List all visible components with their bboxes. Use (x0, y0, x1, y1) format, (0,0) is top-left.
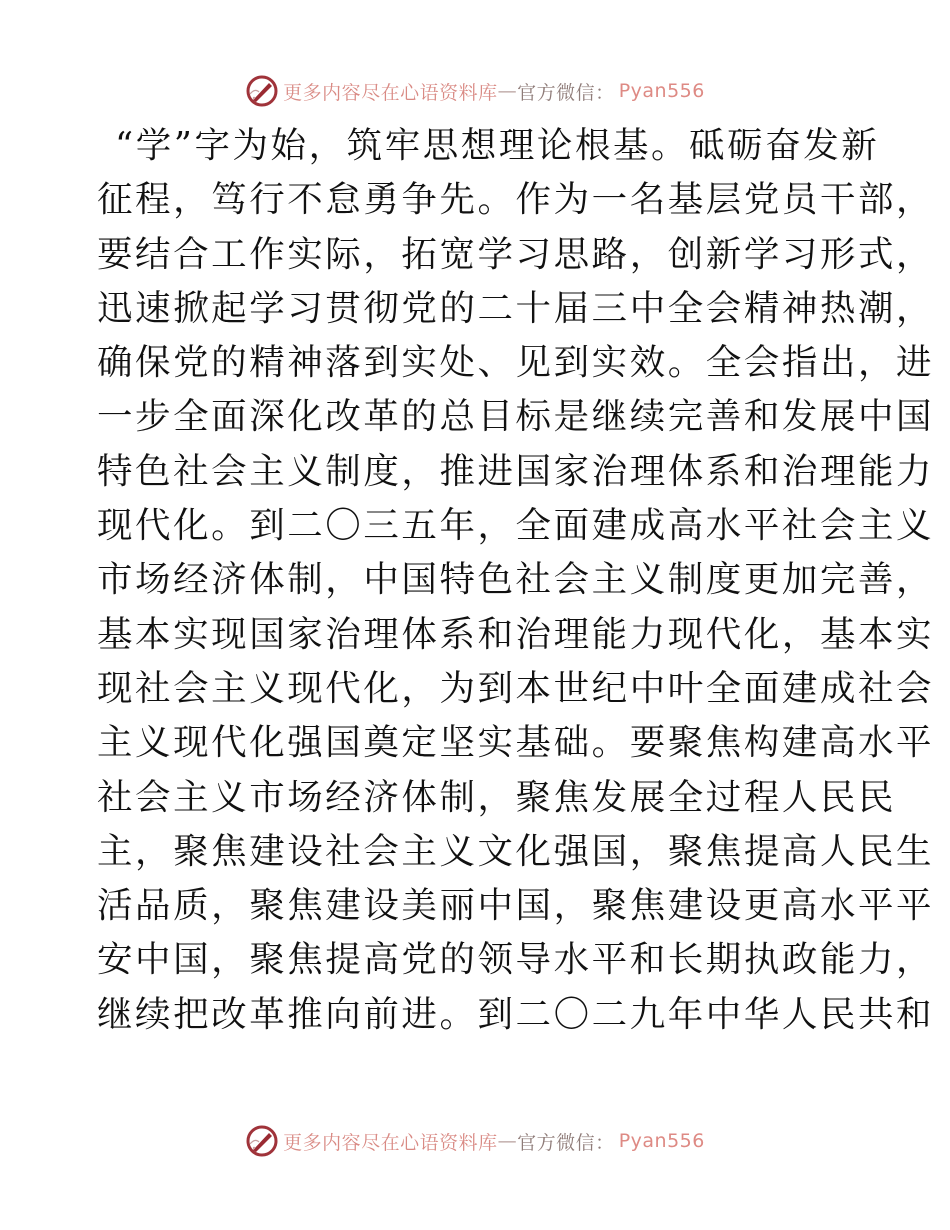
text-line: “学”字为始，筑牢思想理论根基。砥砺奋发新 (115, 125, 880, 166)
banner-wechat-id: Pyan556 (618, 80, 705, 102)
text-line: 继续把改革推向前进。到二〇二九年中华人民共和 (97, 993, 935, 1035)
banner-wechat-label: 官方微信： (517, 1131, 615, 1154)
text-line: 市场经济体制，中国特色社会主义制度更加完善， (97, 559, 935, 601)
pen-logo-icon (245, 1124, 279, 1158)
footer-banner (0, 1121, 950, 1161)
banner-site-name: 更多内容尽在心语资料库 (283, 1131, 498, 1154)
text-line: 现社会主义现代化，为到本世纪中叶全面建成社会 (97, 667, 935, 709)
banner-site-name: 更多内容尽在心语资料库 (283, 81, 498, 104)
text-line: 要结合工作实际，拓宽学习思路，创新学习形式， (97, 233, 935, 275)
text-line: 迅速掀起学习贯彻党的二十届三中全会精神热潮， (97, 287, 935, 329)
header-banner (0, 71, 950, 111)
text-line: 基本实现国家治理体系和治理能力现代化，基本实 (97, 613, 935, 655)
text-line: 活品质，聚焦建设美丽中国，聚焦建设更高水平平 (97, 885, 935, 927)
pen-logo-icon (245, 74, 279, 108)
text-line: 征程，笃行不怠勇争先。作为一名基层党员干部， (97, 179, 935, 221)
text-line: 确保党的精神落到实处、见到实效。全会指出，进 (97, 342, 935, 384)
banner-dash: — (497, 1130, 518, 1152)
text-line: 社会主义市场经济体制，聚焦发展全过程人民民 (97, 776, 897, 818)
text-line: 现代化。到二〇三五年，全面建成高水平社会主义 (97, 505, 935, 547)
text-line: 主，聚焦建设社会主义文化强国，聚焦提高人民生 (97, 830, 935, 872)
text-line: 特色社会主义制度，推进国家治理体系和治理能力 (97, 450, 935, 492)
banner-wechat-label: 官方微信： (517, 81, 615, 104)
text-line: 一步全面深化改革的总目标是继续完善和发展中国 (97, 396, 935, 438)
banner-dash: — (497, 80, 518, 102)
text-line: 安中国，聚焦提高党的领导水平和长期执政能力， (97, 939, 935, 981)
banner-wechat-id: Pyan556 (618, 1130, 705, 1152)
document-body (97, 119, 935, 1042)
text-line: 主义现代化强国奠定坚实基础。要聚焦构建高水平 (97, 722, 935, 764)
